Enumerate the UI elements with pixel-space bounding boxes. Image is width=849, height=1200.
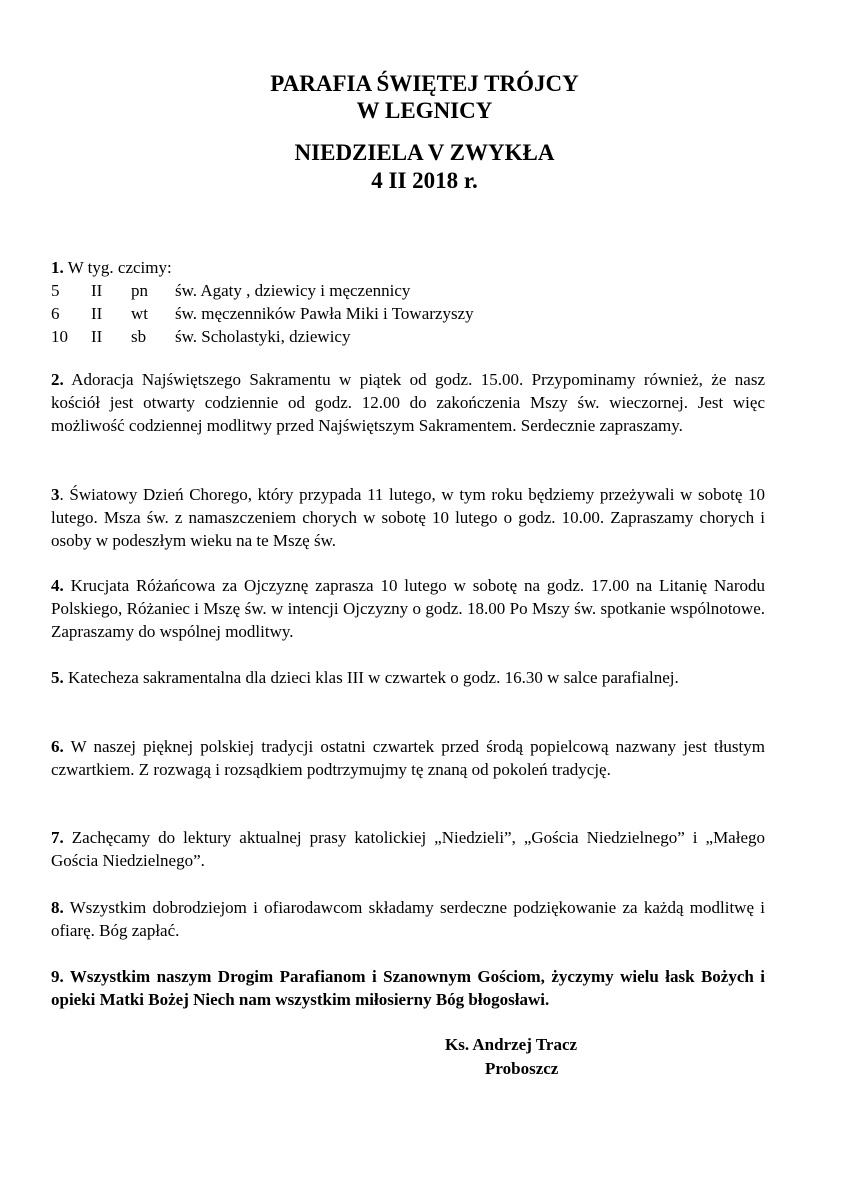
announcement-6-text: W naszej pięknej polskiej tradycji ostatni czwartek przed środą popielcową nazwany jest tłustym czwartkiem. Z rozwagą i rozsądkiem podtrzymujmy tę znaną od pokoleń tradycję.: [51, 737, 765, 779]
parish-city: W LEGNICY: [356, 98, 493, 123]
signature-title: Proboszcz: [485, 1059, 559, 1078]
announcement-7: [51, 826, 765, 872]
announcement-2: [51, 368, 765, 437]
announcement-number: 7.: [51, 828, 64, 847]
announcement-1-intro-text: W tyg. czcimy:: [63, 258, 172, 277]
feast-row: [51, 325, 765, 348]
feast-month: II: [91, 281, 103, 300]
feast-weekday: pn: [131, 281, 148, 300]
announcement-number: 1.: [51, 258, 64, 277]
feast-month: II: [91, 327, 103, 346]
feast-row: [51, 279, 765, 302]
announcement-1: [51, 256, 765, 348]
announcement-8: [51, 896, 765, 942]
feast-weekday: sb: [131, 327, 147, 346]
feast-day: 5: [51, 281, 60, 300]
announcement-5-text: Katecheza sakramentalna dla dzieci klas III w czwartek o godz. 16.30 w salce parafialnej.: [63, 668, 679, 687]
announcement-number: 6.: [51, 737, 64, 756]
signature-name: Ks. Andrzej Tracz: [445, 1035, 578, 1054]
announcement-7-text: Zachęcamy do lektury aktualnej prasy katolickiej „Niedzieli”, „Gościa Niedzielnego” i „Małego Gościa Niedzielnego”.: [51, 828, 765, 870]
feast-name: św. Agaty , dziewicy i męczennicy: [175, 281, 411, 300]
parish-name: PARAFIA ŚWIĘTEJ TRÓJCY: [270, 71, 579, 96]
feast-day: 10: [51, 327, 68, 346]
sunday-name: NIEDZIELA V ZWYKŁA: [294, 140, 555, 165]
announcement-4-text: Krucjata Różańcowa za Ojczyznę zaprasza 10 lutego w sobotę na godz. 17.00 na Litanię Narodu Polskiego, Różaniec i Mszę św. w intencji Ojczyzny o godz. 18.00 Po Mszy św. spotkanie wspólnotowe. Zapraszamy do wspólnej modlitwy.: [51, 576, 765, 641]
feast-weekday: wt: [131, 304, 148, 323]
announcement-number: 5.: [51, 668, 64, 687]
announcement-4: [51, 574, 765, 643]
announcement-6: [51, 735, 765, 781]
announcement-5: [51, 666, 765, 689]
feast-month: II: [91, 304, 103, 323]
announcement-1-intro: [51, 256, 765, 279]
announcement-9-wishes: 9. Wszystkim naszym Drogim Parafianom i Szanownym Gościom, życzymy wielu łask Bożych i opieki Matki Bożej Niech nam wszystkim miłosierny Bóg błogosławi.: [51, 967, 765, 1009]
announcement-2-text: Adoracja Najświętszego Sakramentu w piątek od godz. 15.00. Przypominamy również, że nasz kościół jest otwarty codziennie od godz. 12.00 do zakończenia Mszy św. wieczornej. Jest więc możliwość codziennej modlitwy przed Najświętszym Sakramentem. Serdecznie zapraszamy.: [51, 370, 765, 435]
announcement-number: 3: [51, 485, 60, 504]
feast-name: św. Scholastyki, dziewicy: [175, 327, 351, 346]
announcement-3: [51, 483, 765, 552]
announcement-3-text: . Światowy Dzień Chorego, który przypada 11 lutego, w tym roku będziemy przeżywali w sobotę 10 lutego. Msza św. z namaszczeniem chorych w sobotę 10 lutego o godz. 10.00. Zapraszamy chorych i osoby w podeszłym wieku na te Mszę św.: [51, 485, 765, 550]
feast-name: św. męczenników Pawła Miki i Towarzyszy: [175, 304, 474, 323]
announcement-number: 8.: [51, 898, 64, 917]
feast-day: 6: [51, 304, 60, 323]
announcement-number: 2.: [51, 370, 64, 389]
announcement-8-text: Wszystkim dobrodziejom i ofiarodawcom składamy serdeczne podziękowanie za każdą modlitwę i ofiarę. Bóg zapłać.: [51, 898, 765, 940]
feast-row: [51, 302, 765, 325]
date-heading: 4 II 2018 r.: [371, 168, 478, 193]
announcement-number: 4.: [51, 576, 64, 595]
